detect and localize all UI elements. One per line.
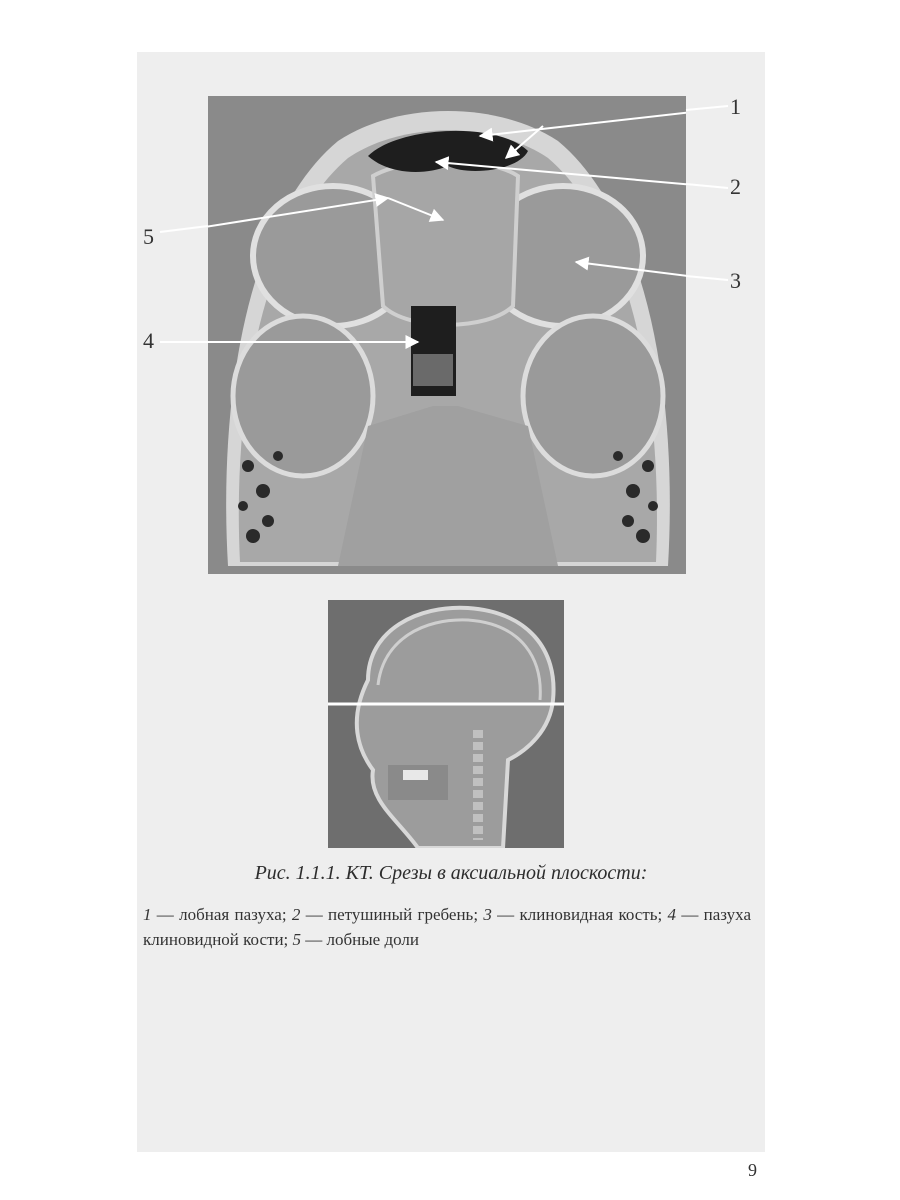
figure-legend xyxy=(143,902,751,952)
page-number: 9 xyxy=(748,1160,757,1180)
legend-num-1: 1 xyxy=(143,905,152,924)
legend-num-5: 5 xyxy=(292,930,302,949)
figure-caption: Рис. 1.1.1. КТ. Срезы в аксиальной плоскости: xyxy=(254,862,648,884)
legend-text-5: — лобные доли xyxy=(301,930,419,949)
ct-sagittal-scout-image xyxy=(328,600,564,848)
ct-sagittal-drawing xyxy=(328,600,564,848)
legend-num-3: 3 xyxy=(483,905,492,924)
ct-axial-image xyxy=(208,96,686,574)
legend-num-2: 2 xyxy=(291,905,301,924)
callout-2: 2 xyxy=(730,174,741,199)
ct-axial-drawing xyxy=(208,96,686,574)
legend-text-1: — лобная пазуха; xyxy=(151,905,292,924)
callout-1: 1 xyxy=(730,94,741,119)
legend-num-4: 4 xyxy=(667,905,677,924)
legend-text-3: — клиновидная кость; xyxy=(491,905,668,924)
callout-5: 5 xyxy=(143,224,154,249)
callout-3: 3 xyxy=(730,268,741,293)
legend-text-2: — петушиный гребень; xyxy=(300,905,484,924)
legend-text-4: — пазуха клиновидной кости; xyxy=(143,905,751,949)
callout-4: 4 xyxy=(143,328,154,353)
